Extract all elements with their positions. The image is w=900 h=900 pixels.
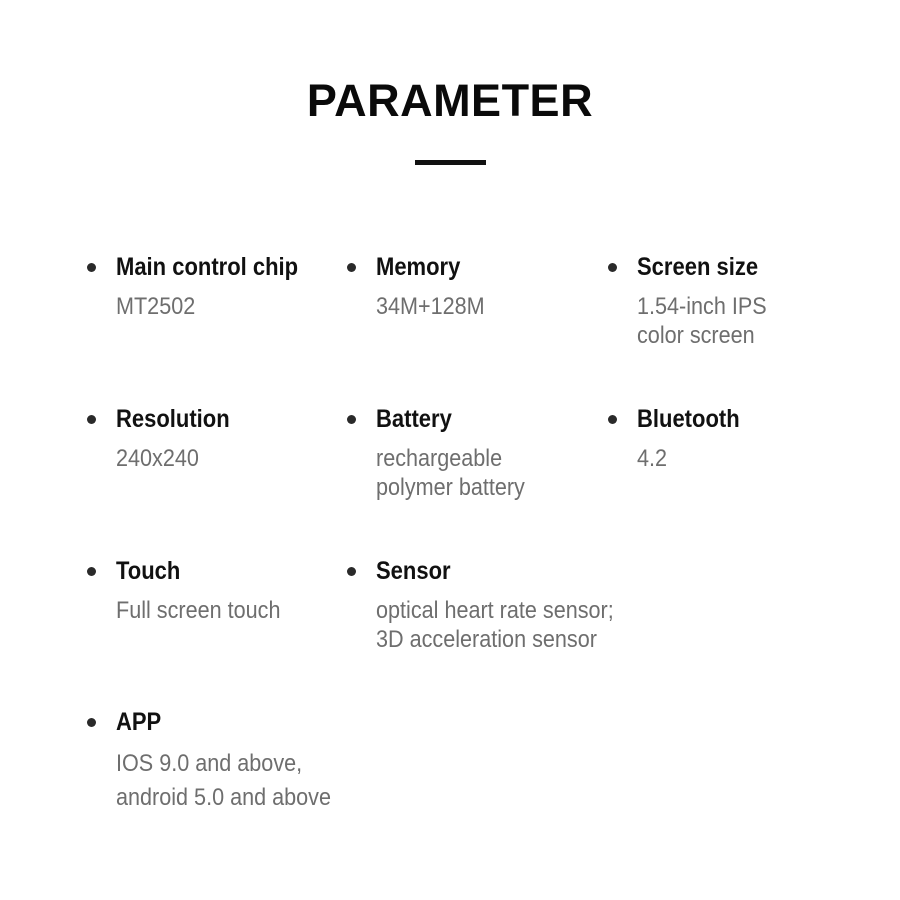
bullet-icon (608, 415, 617, 424)
param-value: 4.2 (637, 445, 668, 472)
param-value: IOS 9.0 and above, android 5.0 and above (116, 750, 331, 811)
param-label: Battery (376, 405, 452, 433)
page-title: PARAMETER (306, 75, 594, 126)
bullet-icon (608, 263, 617, 272)
param-value: 1.54-inch IPS color screen (637, 293, 767, 349)
param-label: Screen size (637, 253, 759, 281)
param-label: Resolution (116, 405, 230, 433)
param-value: 240x240 (116, 445, 199, 472)
param-value: optical heart rate sensor; 3D acceleration sensor (376, 597, 614, 653)
param-label: APP (116, 708, 162, 736)
param-value: MT2502 (116, 293, 196, 320)
param-label: Main control chip (116, 253, 299, 281)
bullet-icon (347, 415, 356, 424)
param-label: Touch (116, 557, 181, 585)
bullet-icon (87, 263, 96, 272)
param-label: Memory (376, 253, 461, 281)
param-value: rechargeable polymer battery (376, 445, 525, 501)
title-underline (415, 160, 486, 165)
bullet-icon (87, 718, 96, 727)
param-label: Sensor (376, 557, 451, 585)
bullet-icon (87, 567, 96, 576)
bullet-icon (347, 567, 356, 576)
bullet-icon (87, 415, 96, 424)
param-value: 34M+128M (376, 293, 485, 320)
param-label: Bluetooth (637, 405, 740, 433)
bullet-icon (347, 263, 356, 272)
param-value: Full screen touch (116, 597, 281, 624)
